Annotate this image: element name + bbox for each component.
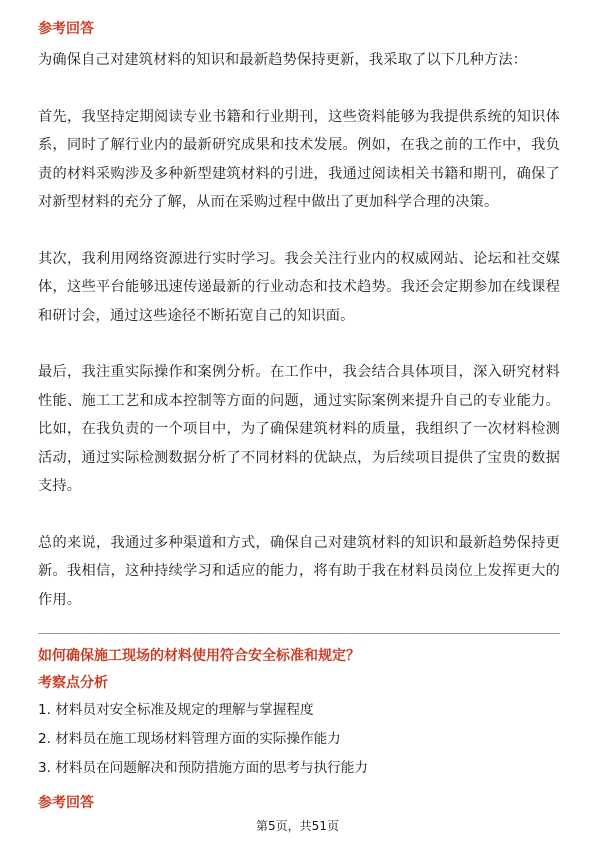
paragraph-second: 其次，我利用网络资源进行实时学习。我会关注行业内的权威网站、论坛和社交媒体，这些平台能够迅速传递最新的行业动态和技术趋势。我还会定期参加在线课程和研讨会，通过这些途径不断拓宽自己的知识面。 [38, 250, 560, 324]
answer-heading: 参考回答 [38, 21, 94, 37]
list-item: 3. 材料员在问题解决和预防措施方面的思考与执行能力 [38, 760, 368, 776]
list-item: 2. 材料员在施工现场材料管理方面的实际操作能力 [38, 731, 341, 747]
list-item: 1. 材料员对安全标准及规定的理解与掌握程度 [38, 702, 314, 718]
analysis-heading: 考察点分析 [38, 675, 108, 691]
paragraph-summary: 总的来说，我通过多种渠道和方式，确保自己对建筑材料的知识和最新趋势保持更新。我相信，这种持续学习和适应的能力，将有助于我在材料员岗位上发挥更大的作用。 [38, 534, 560, 608]
question-title: 如何确保施工现场的材料使用符合安全标准和规定？ [38, 648, 360, 664]
paragraph-last: 最后，我注重实际操作和案例分析。在工作中，我会结合具体项目，深入研究材料性能、施工工艺和成本控制等方面的问题，通过实际案例来提升自己的专业能力。比如，在我负责的一个项目中，为了确保建筑材料的质量，我组织了一次材料检测活动，通过实际检测数据分析了不同材料的优缺点，为后续项目提供了宝贵的数据支持。 [38, 364, 560, 494]
intro-paragraph: 为确保自己对建筑材料的知识和最新趋势保持更新，我采取了以下几种方法： [38, 52, 528, 68]
paragraph-first: 首先，我坚持定期阅读专业书籍和行业期刊，这些资料能够为我提供系统的知识体系，同时了解行业内的最新研究成果和技术发展。例如，在我之前的工作中，我负责的材料采购涉及多种新型建筑材料的引进，我通过阅读相关书籍和期刊，确保了对新型材料的充分了解，从而在采购过程中做出了更加科学合理的决策。 [38, 108, 560, 210]
analysis-list [38, 700, 560, 778]
answer-heading-next: 参考回答 [38, 795, 94, 811]
page-number: 第5页，共51页 [256, 819, 339, 833]
answer-body [38, 46, 560, 614]
section-divider [38, 633, 560, 634]
